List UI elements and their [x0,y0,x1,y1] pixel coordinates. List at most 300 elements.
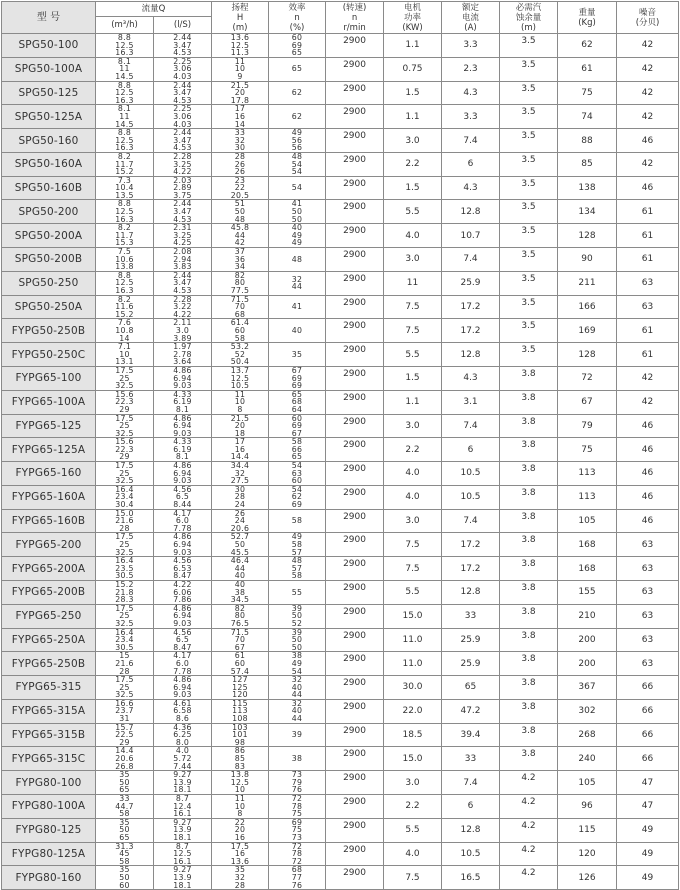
efficiency-cell-value: 60 [291,414,303,423]
flow-m3h-cell-value: 29 [119,452,130,462]
current-cell: 12.8 [442,580,500,604]
flow-ls-cell-value: 3.25 [173,159,192,169]
flow-m3h-cell-value: 58 [119,856,130,866]
head-cell [212,81,269,105]
flow-m3h-cell-value: 28 [119,523,130,533]
head-cell-value: 16 [234,111,246,121]
efficiency-cell-value: 65 [291,64,303,74]
flow-ls-cell-value: 13.9 [173,872,192,882]
head-cell-value: 34 [234,262,246,272]
head-cell-value: 11.3 [230,48,250,58]
npsh-cell: 4.2 [500,842,558,866]
current-cell: 3.3 [442,34,500,58]
efficiency-cell-value: 69 [291,373,303,383]
flow-ls-cell-value: 18.1 [173,785,192,795]
efficiency-cell-value: 55 [291,587,303,597]
flow-ls-cell [154,176,212,200]
flow-ls-cell-value: 8.1 [175,404,190,414]
efficiency-cell-value: 40 [291,223,303,233]
efficiency-cell-value: 41 [291,199,303,209]
header-motor-power: 电机 功率 (KW) [384,2,442,34]
flow-ls-cell-value: 3.06 [173,111,192,121]
flow-m3h-cell [96,866,154,890]
flow-m3h-cell-value: 14 [119,333,130,343]
head-cell-value: 26 [234,159,246,169]
head-cell [212,795,269,819]
flow-ls-cell-value: 4.86 [173,461,192,471]
flow-m3h-cell-value: 8.2 [117,223,132,233]
speed-cell: 2900 [326,723,384,747]
head-cell [212,343,269,367]
flow-m3h-cell [96,152,154,176]
flow-ls-cell-value: 4.22 [173,580,192,589]
head-cell-value: 9 [237,71,243,81]
model-cell: FYPG65-160B [2,509,96,533]
efficiency-cell-value: 69 [291,40,303,50]
flow-ls-cell-value: 8.1 [175,452,190,462]
efficiency-cell-value: 44 [291,690,303,700]
flow-ls-cell [154,771,212,795]
speed-cell: 2900 [326,152,384,176]
flow-ls-cell-value: 6.19 [173,397,192,407]
head-cell-value: 27.5 [230,476,250,486]
flow-ls-cell [154,818,212,842]
efficiency-cell [269,248,326,272]
npsh-cell: 3.8 [500,628,558,652]
weight-cell: 75 [558,438,617,462]
noise-cell: 66 [617,747,679,771]
efficiency-cell [269,152,326,176]
flow-m3h-cell-value: 50 [119,777,130,787]
flow-m3h-cell-value: 16.4 [115,556,134,566]
flow-m3h-cell-value: 25 [119,421,130,431]
speed-cell: 2900 [326,818,384,842]
table-row [2,771,679,795]
head-cell [212,557,269,581]
current-cell: 17.2 [442,557,500,581]
weight-cell: 113 [558,462,617,486]
power-cell: 11 [384,271,442,295]
flow-ls-cell-value: 3.75 [173,190,192,200]
efficiency-cell [269,557,326,581]
speed-cell: 2900 [326,129,384,153]
efficiency-cell-value: 49 [291,230,303,240]
head-cell [212,747,269,771]
head-cell-value: 17 [234,104,246,114]
flow-ls-cell-value: 3.06 [173,64,192,74]
flow-m3h-cell [96,176,154,200]
head-cell-value: 80 [234,278,246,288]
speed-cell: 2900 [326,248,384,272]
speed-cell: 2900 [326,842,384,866]
npsh-cell: 3.5 [500,224,558,248]
flow-ls-cell [154,533,212,557]
table-row [2,390,679,414]
efficiency-cell-value: 54 [291,167,303,177]
noise-cell: 61 [617,200,679,224]
flow-m3h-cell-value: 16.6 [115,699,134,708]
power-cell: 5.5 [384,343,442,367]
head-cell-value: 13.6 [230,33,250,42]
flow-m3h-cell-value: 15.2 [115,167,134,177]
flow-m3h-cell-value: 12.5 [115,207,134,217]
weight-cell: 134 [558,200,617,224]
flow-m3h-cell-value: 10.6 [115,254,134,264]
model-cell: FYPG65-315C [2,747,96,771]
npsh-cell: 3.8 [500,699,558,723]
weight-cell: 79 [558,414,617,438]
speed-cell: 2900 [326,105,384,129]
npsh-cell: 3.8 [500,533,558,557]
flow-m3h-cell [96,628,154,652]
efficiency-cell-value: 54 [291,159,303,169]
flow-ls-cell-value: 4.56 [173,628,192,637]
power-cell: 30.0 [384,676,442,700]
table-row [2,795,679,819]
head-cell [212,295,269,319]
flow-ls-cell-value: 3.47 [173,207,192,217]
flow-ls-cell [154,224,212,248]
head-cell-value: 10 [234,397,246,407]
flow-ls-cell-value: 4.61 [173,699,192,708]
head-cell-value: 21.5 [230,81,250,90]
head-cell-value: 68 [234,309,246,319]
flow-m3h-cell-value: 8.8 [117,199,132,209]
noise-cell: 63 [617,604,679,628]
flow-m3h-cell-value: 23.4 [115,492,134,502]
flow-m3h-cell-value: 11 [119,64,130,74]
current-cell: 25.9 [442,652,500,676]
flow-m3h-cell [96,771,154,795]
flow-ls-cell-value: 3.47 [173,135,192,145]
weight-cell: 169 [558,319,617,343]
flow-m3h-cell-value: 8.1 [117,57,132,66]
npsh-cell: 3.5 [500,81,558,105]
efficiency-cell-value: 35 [291,349,303,359]
efficiency-cell-value: 40 [291,706,303,716]
efficiency-cell [269,580,326,604]
flow-ls-cell-value: 4.33 [173,437,192,447]
flow-m3h-cell-value: 23.4 [115,635,134,645]
efficiency-cell [269,224,326,248]
efficiency-cell-value: 78 [291,849,303,859]
flow-ls-cell-value: 2.44 [173,128,192,138]
model-cell: FYPG65-125 [2,414,96,438]
header-flow-unit-m3h: (m³/h) [96,17,154,34]
flow-m3h-cell-value: 23.5 [115,563,134,573]
flow-ls-cell [154,57,212,81]
flow-m3h-cell-value: 12.5 [115,278,134,288]
current-cell: 12.8 [442,343,500,367]
head-cell-value: 11 [234,390,246,399]
flow-m3h-cell [96,81,154,105]
efficiency-cell [269,129,326,153]
efficiency-cell-value: 75 [291,809,303,819]
head-cell-value: 13.7 [230,366,250,375]
efficiency-cell-value: 50 [291,635,303,645]
efficiency-cell-value: 67 [291,428,303,438]
flow-ls-cell-value: 3.47 [173,40,192,50]
efficiency-cell-value: 69 [291,381,303,391]
efficiency-cell-value: 32 [291,699,303,708]
table-row [2,200,679,224]
efficiency-cell-value: 56 [291,135,303,145]
head-cell [212,580,269,604]
efficiency-cell-value: 39 [291,730,303,740]
efficiency-cell-value: 72 [291,856,303,866]
head-cell-value: 86 [234,746,246,756]
weight-cell: 72 [558,366,617,390]
power-cell: 1.5 [384,366,442,390]
flow-ls-cell-value: 2.78 [173,349,192,359]
flow-ls-cell-value: 6.5 [175,635,190,645]
flow-ls-cell-value: 2.31 [173,223,192,233]
speed-cell: 2900 [326,795,384,819]
head-cell-value: 23 [234,176,246,185]
flow-ls-cell-value: 6.94 [173,682,192,692]
efficiency-cell-value: 58 [291,571,303,581]
efficiency-cell-value: 50 [291,214,303,224]
power-cell: 1.5 [384,81,442,105]
head-cell-value: 8 [237,809,243,819]
flow-ls-cell-value: 7.78 [173,523,192,533]
flow-ls-cell-value: 7.86 [173,595,192,605]
efficiency-cell [269,366,326,390]
efficiency-cell [269,176,326,200]
noise-cell: 61 [617,319,679,343]
table-row [2,557,679,581]
efficiency-cell [269,462,326,486]
flow-ls-cell-value: 3.25 [173,230,192,240]
efficiency-cell-value: 50 [291,207,303,217]
model-cell: FYPG65-250 [2,604,96,628]
table-row [2,628,679,652]
current-cell: 2.3 [442,57,500,81]
current-cell: 6 [442,795,500,819]
power-cell: 1.1 [384,390,442,414]
efficiency-cell-value: 50 [291,642,303,652]
head-cell-value: 12.5 [230,373,250,383]
flow-m3h-cell-value: 32.5 [115,690,134,700]
weight-cell: 115 [558,818,617,842]
weight-cell: 75 [558,81,617,105]
speed-cell: 2900 [326,57,384,81]
model-cell: SPG50-250 [2,271,96,295]
flow-m3h-cell [96,438,154,462]
current-cell: 7.4 [442,129,500,153]
head-cell-value: 113 [232,706,248,716]
weight-cell: 302 [558,699,617,723]
flow-ls-cell-value: 4.0 [175,746,190,756]
flow-ls-cell [154,485,212,509]
flow-ls-cell [154,795,212,819]
speed-cell: 2900 [326,200,384,224]
head-cell-value: 14.4 [230,452,250,462]
flow-m3h-cell [96,248,154,272]
flow-ls-cell-value: 2.44 [173,33,192,42]
power-cell: 5.5 [384,818,442,842]
model-cell: SPG50-160B [2,176,96,200]
flow-m3h-cell-value: 7.5 [117,247,132,257]
efficiency-cell-value: 49 [291,128,303,138]
flow-m3h-cell-value: 16.3 [115,286,134,295]
efficiency-cell-value: 62 [291,88,303,98]
weight-cell: 166 [558,295,617,319]
power-cell: 7.5 [384,866,442,890]
header-flow: 流量Q [96,2,212,17]
head-cell-value: 32 [234,872,246,882]
current-cell: 17.2 [442,319,500,343]
flow-m3h-cell-value: 17.5 [115,366,134,375]
head-cell-value: 98 [234,737,246,747]
head-cell-value: 20 [234,421,246,431]
header-head: 扬程 H (m) [212,2,269,34]
flow-m3h-cell-value: 13.1 [115,357,134,367]
efficiency-cell-value: 38 [291,651,303,661]
flow-ls-cell [154,842,212,866]
efficiency-cell-value: 65 [291,452,303,462]
model-cell: FYPG65-250B [2,652,96,676]
efficiency-cell [269,676,326,700]
flow-ls-cell [154,248,212,272]
speed-cell: 2900 [326,699,384,723]
efficiency-cell-value: 50 [291,611,303,621]
efficiency-cell-value: 52 [291,618,303,628]
flow-ls-cell [154,366,212,390]
flow-ls-cell-value: 3.83 [173,262,192,272]
flow-m3h-cell [96,200,154,224]
flow-m3h-cell-value: 12.5 [115,40,134,50]
flow-ls-cell-value: 4.86 [173,414,192,423]
speed-cell: 2900 [326,533,384,557]
head-cell-value: 120 [232,690,248,700]
flow-m3h-cell-value: 30.5 [115,571,134,581]
flow-ls-cell-value: 4.36 [173,723,192,732]
head-cell-value: 46.4 [230,556,250,566]
speed-cell: 2900 [326,319,384,343]
weight-cell: 128 [558,343,617,367]
head-cell-value: 45.5 [230,547,250,557]
head-cell [212,652,269,676]
noise-cell: 46 [617,462,679,486]
flow-ls-cell-value: 2.03 [173,176,192,185]
header-model: 型 号 [2,2,96,34]
model-cell: FYPG65-160A [2,485,96,509]
speed-cell: 2900 [326,295,384,319]
npsh-cell: 3.8 [500,390,558,414]
efficiency-cell-value: 54 [291,183,303,193]
head-cell-value: 40 [234,571,246,581]
table-row [2,509,679,533]
efficiency-cell-value: 49 [291,658,303,668]
model-cell: FYPG65-200A [2,557,96,581]
flow-m3h-cell-value: 12.5 [115,135,134,145]
model-cell: SPG50-160A [2,152,96,176]
weight-cell: 210 [558,604,617,628]
flow-m3h-cell-value: 14.5 [115,119,134,129]
current-cell: 6 [442,152,500,176]
flow-ls-cell-value: 9.03 [173,381,192,391]
noise-cell: 61 [617,248,679,272]
flow-ls-cell [154,628,212,652]
efficiency-cell-value: 32 [291,675,303,685]
efficiency-cell-value: 75 [291,825,303,835]
efficiency-cell-value: 76 [291,880,303,890]
head-cell [212,34,269,58]
header-speed: (转速) n r/min [326,2,384,34]
head-cell-value: 13.8 [230,770,250,780]
head-cell-value: 24 [234,500,246,510]
head-cell-value: 30 [234,143,246,153]
flow-m3h-cell [96,295,154,319]
flow-m3h-cell [96,723,154,747]
model-cell: FYPG65-315B [2,723,96,747]
head-cell-value: 11 [234,794,246,803]
flow-m3h-cell-value: 33 [119,794,130,803]
weight-cell: 240 [558,747,617,771]
flow-ls-cell-value: 8.7 [175,794,190,803]
flow-ls-cell-value: 18.1 [173,832,192,842]
flow-ls-cell [154,414,212,438]
efficiency-cell-value: 39 [291,628,303,637]
speed-cell: 2900 [326,366,384,390]
power-cell: 11.0 [384,628,442,652]
flow-m3h-cell-value: 58 [119,809,130,819]
model-cell: SPG50-100 [2,34,96,58]
npsh-cell: 3.8 [500,366,558,390]
model-cell: FYPG80-160 [2,866,96,890]
table-row [2,699,679,723]
flow-m3h-cell-value: 13.5 [115,190,134,200]
table-row [2,652,679,676]
head-cell-value: 17.5 [230,842,250,851]
speed-cell: 2900 [326,509,384,533]
table-row [2,462,679,486]
flow-ls-cell-value: 18.1 [173,880,192,890]
flow-ls-cell [154,604,212,628]
flow-m3h-cell-value: 65 [119,832,130,842]
current-cell: 16.5 [442,866,500,890]
flow-ls-cell-value: 8.47 [173,571,192,581]
head-cell [212,105,269,129]
speed-cell: 2900 [326,81,384,105]
flow-m3h-cell-value: 20.6 [115,754,134,764]
weight-cell: 128 [558,224,617,248]
current-cell: 25.9 [442,628,500,652]
head-cell-value: 10.5 [230,381,250,391]
flow-m3h-cell-value: 22.3 [115,397,134,407]
flow-m3h-cell [96,271,154,295]
noise-cell: 63 [617,652,679,676]
flow-m3h-cell-value: 31 [119,714,130,724]
flow-ls-cell-value: 4.17 [173,509,192,518]
head-cell-value: 85 [234,754,246,764]
npsh-cell: 4.2 [500,818,558,842]
flow-m3h-cell [96,604,154,628]
noise-cell: 61 [617,224,679,248]
flow-m3h-cell [96,557,154,581]
current-cell: 3.1 [442,390,500,414]
flow-m3h-cell-value: 15.2 [115,580,134,589]
current-cell: 4.3 [442,81,500,105]
noise-cell: 46 [617,438,679,462]
flow-m3h-cell-value: 50 [119,825,130,835]
efficiency-cell [269,628,326,652]
power-cell: 18.5 [384,723,442,747]
flow-m3h-cell-value: 16.3 [115,214,134,224]
flow-ls-cell-value: 8.47 [173,642,192,652]
head-cell [212,462,269,486]
